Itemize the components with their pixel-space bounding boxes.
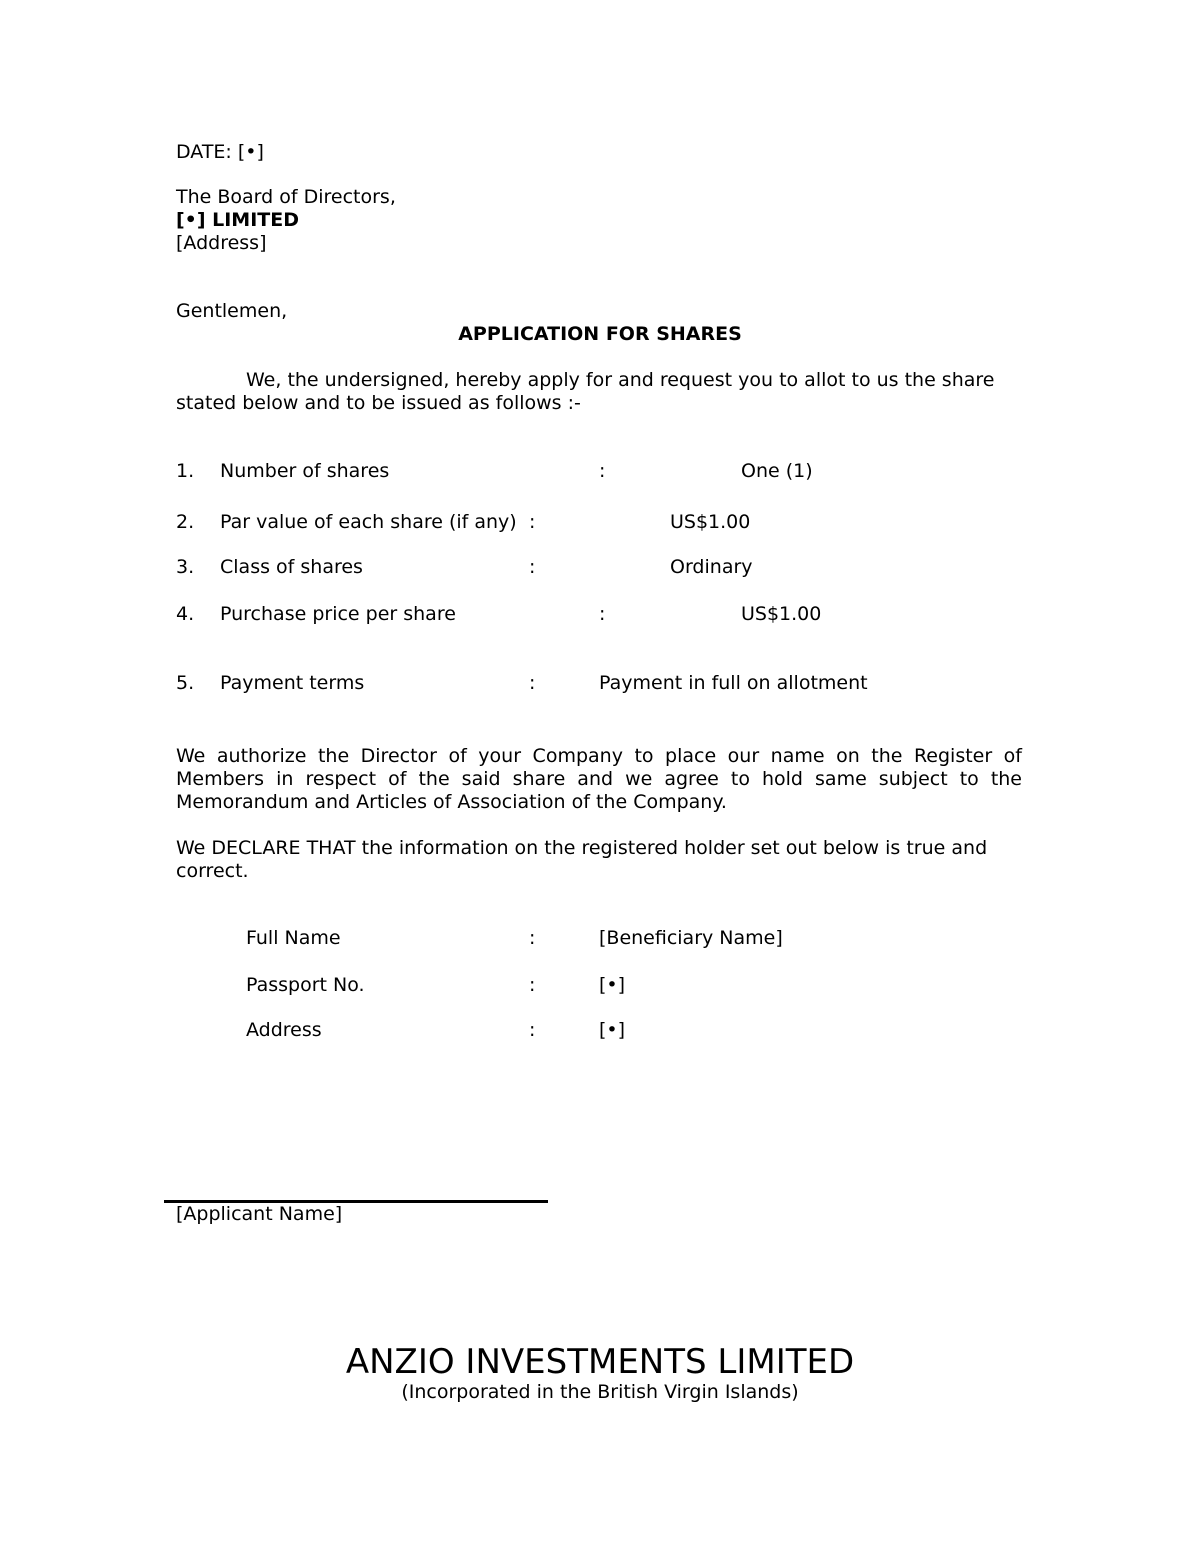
holder-label: Passport No. [246,974,365,996]
footer-incorporation: (Incorporated in the British Virgin Islands) [401,1381,799,1403]
item-number: 3. [176,556,195,578]
holder-label: Address [246,1019,322,1041]
declare-paragraph: We DECLARE THAT the information on the registered holder set out below is true and correct. [176,837,988,882]
item-label: Class of shares [220,556,363,578]
item-colon: : [529,511,536,533]
document-title: APPLICATION FOR SHARES [458,323,742,345]
salutation: Gentlemen, [176,300,288,322]
intro-line-2: stated below and to be issued as follows :- [176,392,581,414]
item-colon: : [529,672,536,694]
item-value: Payment in full on allotment [599,672,868,694]
item-label: Par value of each share (if any) [220,511,517,533]
item-label: Number of shares [220,460,390,482]
item-value: One (1) [741,460,813,482]
holder-value: [•] [599,974,626,996]
addressee-board: The Board of Directors, [176,186,396,208]
holder-colon: : [529,1019,536,1041]
item-value: US$1.00 [741,603,822,625]
holder-colon: : [529,927,536,949]
item-number: 4. [176,603,195,625]
item-label: Purchase price per share [220,603,456,625]
item-number: 1. [176,460,195,482]
item-number: 5. [176,672,195,694]
item-label: Payment terms [220,672,365,694]
addressee-company: [•] LIMITED [176,209,299,231]
authorize-paragraph: We authorize the Director of your Company to place our name on the Register of Members in respect of the said share and we agree to hold same subject to the Memorandum and Articles of Association of the Company. [176,745,1022,813]
addressee-address: [Address] [176,232,267,254]
intro-line-1: We, the undersigned, hereby apply for and request you to allot to us the share [246,369,995,391]
date-line: DATE: [•] [176,141,264,163]
holder-colon: : [529,974,536,996]
holder-label: Full Name [246,927,341,949]
item-colon: : [529,556,536,578]
item-number: 2. [176,511,195,533]
footer-company-name: ANZIO INVESTMENTS LIMITED [345,1342,855,1382]
holder-value: [•] [599,1019,626,1041]
item-value: Ordinary [670,556,753,578]
item-colon: : [599,603,606,625]
holder-value: [Beneficiary Name] [599,927,783,949]
signature-name: [Applicant Name] [176,1203,343,1225]
item-value: US$1.00 [670,511,751,533]
item-colon: : [599,460,606,482]
